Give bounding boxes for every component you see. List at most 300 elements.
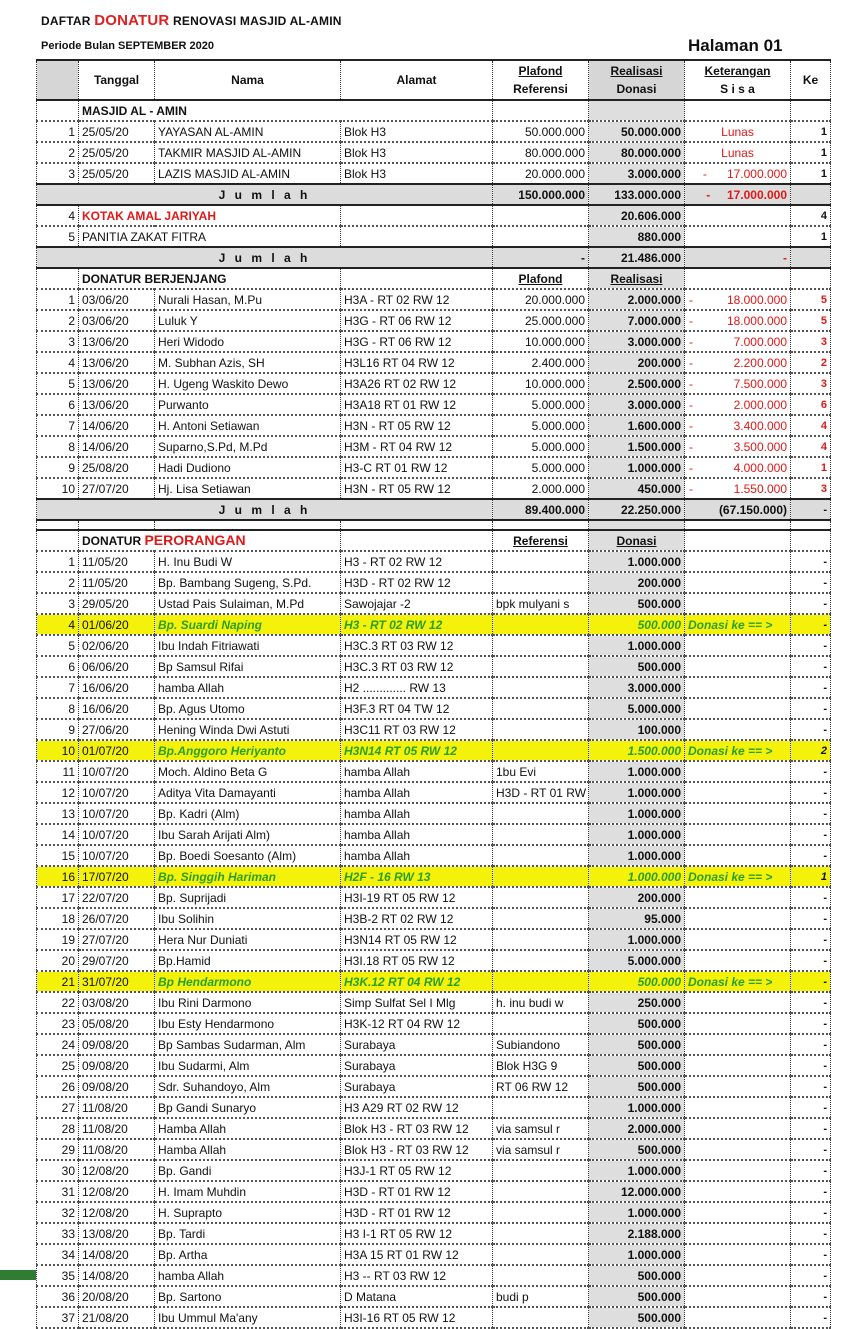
row-date: 14/08/20 xyxy=(79,1244,155,1265)
row-name: Bp. Boedi Soesanto (Alm) xyxy=(155,845,341,866)
row-number: 1 xyxy=(37,121,79,142)
row-keterangan xyxy=(685,1139,791,1160)
table-row xyxy=(37,1013,831,1034)
row-keterangan: Donasi ke == > xyxy=(685,866,791,887)
row-realisasi: 7.000.000 xyxy=(589,310,685,331)
row-date: 09/08/20 xyxy=(79,1055,155,1076)
sisa-value: 18.000.000 xyxy=(726,293,787,307)
row-date: 09/08/20 xyxy=(79,1034,155,1055)
table-row xyxy=(37,1160,831,1181)
row-date: 02/06/20 xyxy=(79,635,155,656)
row-address: hamba Allah xyxy=(341,803,493,824)
cell-empty xyxy=(493,226,589,247)
cell-empty xyxy=(685,226,791,247)
row-sisa xyxy=(685,289,791,310)
row-number: 31 xyxy=(37,1181,79,1202)
row-address: H3L16 RT 04 RW 12 xyxy=(341,352,493,373)
total-label: J u m l a h xyxy=(37,184,493,205)
row-referensi xyxy=(493,1097,589,1118)
row-ke: - xyxy=(791,551,831,572)
row-name: hamba Allah xyxy=(155,677,341,698)
col-tanggal: Tanggal xyxy=(79,60,155,100)
table-row xyxy=(37,289,831,310)
row-donasi: 500.000 xyxy=(589,1034,685,1055)
row-keterangan xyxy=(685,992,791,1013)
row-date: 14/08/20 xyxy=(79,1265,155,1286)
row-number: 19 xyxy=(37,929,79,950)
row-address: H3N - RT 05 RW 12 xyxy=(341,415,493,436)
row-date: 12/08/20 xyxy=(79,1181,155,1202)
table-row xyxy=(37,1286,831,1307)
row-referensi xyxy=(493,677,589,698)
row-referensi xyxy=(493,656,589,677)
sisa-dash: - xyxy=(689,335,693,349)
row-realisasi: 2.000.000 xyxy=(589,289,685,310)
table-row xyxy=(37,205,831,226)
row-donasi: 500.000 xyxy=(589,1265,685,1286)
row-plafond: 50.000.000 xyxy=(493,121,589,142)
total-realisasi: 133.000.000 xyxy=(589,184,685,205)
row-name: Ibu Solihin xyxy=(155,908,341,929)
row-number: 5 xyxy=(37,373,79,394)
table-row xyxy=(37,1244,831,1265)
cell-empty xyxy=(37,530,79,551)
row-keterangan xyxy=(685,572,791,593)
row-keterangan xyxy=(685,803,791,824)
row-plafond: 80.000.000 xyxy=(493,142,589,163)
total-sisa: - xyxy=(685,247,791,268)
row-name: Bp Gandi Sunaryo xyxy=(155,1097,341,1118)
sisa-value: 17.000.000 xyxy=(726,188,787,202)
row-ke: - xyxy=(791,992,831,1013)
row-name: Ibu Indah Fitriawati xyxy=(155,635,341,656)
row-name: Ibu Sudarmi, Alm xyxy=(155,1055,341,1076)
row-donasi: 1.000.000 xyxy=(589,551,685,572)
row-number: 9 xyxy=(37,457,79,478)
total-label: J u m l a h xyxy=(37,499,493,520)
row-donasi: 500.000 xyxy=(589,1286,685,1307)
row-address: H3C11 RT 03 RW 12 xyxy=(341,719,493,740)
row-number: 9 xyxy=(37,719,79,740)
table-row xyxy=(37,1034,831,1055)
row-ke: - xyxy=(791,719,831,740)
row-number: 12 xyxy=(37,782,79,803)
row-ke: 5 xyxy=(791,289,831,310)
sisa-value: 2.000.000 xyxy=(733,398,787,412)
row-referensi xyxy=(493,1307,589,1328)
section-title-b: PERORANGAN xyxy=(144,532,246,548)
section-header xyxy=(37,268,831,289)
row-ke: 3 xyxy=(791,478,831,499)
table-row xyxy=(37,352,831,373)
row-address: H3M - RT 04 RW 12 xyxy=(341,436,493,457)
row-ke: 3 xyxy=(791,373,831,394)
row-number: 36 xyxy=(37,1286,79,1307)
row-keterangan xyxy=(685,719,791,740)
row-address: Blok H3 xyxy=(341,121,493,142)
total-plafond: - xyxy=(493,247,589,268)
row-name: Bp.Hamid xyxy=(155,950,341,971)
row-ke: - xyxy=(791,824,831,845)
row-name: Ibu Rini Darmono xyxy=(155,992,341,1013)
row-date: 14/06/20 xyxy=(79,415,155,436)
row-ke: 5 xyxy=(791,310,831,331)
table-row xyxy=(37,121,831,142)
row-name: Ustad Pais Sulaiman, M.Pd xyxy=(155,593,341,614)
row-donasi: 1.000.000 xyxy=(589,635,685,656)
table-row xyxy=(37,415,831,436)
cell-empty xyxy=(341,268,493,289)
row-name: Bp. Gandi xyxy=(155,1160,341,1181)
row-referensi xyxy=(493,1265,589,1286)
row-date: 01/06/20 xyxy=(79,614,155,635)
row-ke: - xyxy=(791,1118,831,1139)
row-address: H3G - RT 06 RW 12 xyxy=(341,331,493,352)
table-row xyxy=(37,635,831,656)
row-number: 4 xyxy=(37,352,79,373)
cell-empty xyxy=(493,520,589,530)
table-row xyxy=(37,740,831,761)
row-referensi: Subiandono xyxy=(493,1034,589,1055)
row-referensi: 1bu Evi xyxy=(493,761,589,782)
row-keterangan xyxy=(685,908,791,929)
row-plafond: 10.000.000 xyxy=(493,373,589,394)
row-ke: - xyxy=(791,908,831,929)
row-number: 20 xyxy=(37,950,79,971)
title-suffix: RENOVASI MASJID AL-AMIN xyxy=(173,14,342,28)
row-donasi: 500.000 xyxy=(589,1139,685,1160)
row-address: H3A18 RT 01 RW 12 xyxy=(341,394,493,415)
row-number: 3 xyxy=(37,331,79,352)
header-row xyxy=(37,60,831,100)
row-date: 25/05/20 xyxy=(79,121,155,142)
table-row xyxy=(37,824,831,845)
row-referensi: via samsul r xyxy=(493,1118,589,1139)
row-donasi: 200.000 xyxy=(589,887,685,908)
row-ke: - xyxy=(791,1286,831,1307)
row-keterangan xyxy=(685,782,791,803)
row-address: H3A - RT 02 RW 12 xyxy=(341,289,493,310)
sisa-dash: - xyxy=(706,188,711,202)
table-row xyxy=(37,593,831,614)
row-ke: - xyxy=(791,677,831,698)
row-referensi xyxy=(493,866,589,887)
sisa-dash: - xyxy=(689,440,693,454)
total-realisasi: 22.250.000 xyxy=(589,499,685,520)
row-ke: - xyxy=(791,887,831,908)
sisa-dash: - xyxy=(689,398,693,412)
cell-empty xyxy=(37,520,79,530)
row-address: H3A 15 RT 01 RW 12 xyxy=(341,1244,493,1265)
row-date: 13/06/20 xyxy=(79,394,155,415)
row-name: Aditya Vita Damayanti xyxy=(155,782,341,803)
row-plafond: 5.000.000 xyxy=(493,436,589,457)
row-keterangan xyxy=(685,677,791,698)
row-number: 22 xyxy=(37,992,79,1013)
row-address: hamba Allah xyxy=(341,845,493,866)
table-row xyxy=(37,226,831,247)
row-referensi xyxy=(493,845,589,866)
row-name: Hadi Dudiono xyxy=(155,457,341,478)
row-date: 06/06/20 xyxy=(79,656,155,677)
row-plafond: 20.000.000 xyxy=(493,163,589,184)
row-keterangan xyxy=(685,845,791,866)
cell-empty xyxy=(37,100,79,121)
row-address: Blok H3 - RT 03 RW 12 xyxy=(341,1139,493,1160)
sisa-dash: - xyxy=(689,419,693,433)
row-donasi: 5.000.000 xyxy=(589,950,685,971)
row-address: H3F.3 RT 04 TW 12 xyxy=(341,698,493,719)
row-referensi xyxy=(493,719,589,740)
row-number: 16 xyxy=(37,866,79,887)
row-number: 1 xyxy=(37,289,79,310)
row-name: hamba Allah xyxy=(155,1265,341,1286)
row-number: 24 xyxy=(37,1034,79,1055)
row-keterangan: Donasi ke == > xyxy=(685,971,791,992)
row-realisasi: 3.000.000 xyxy=(589,394,685,415)
row-keterangan xyxy=(685,142,791,163)
row-ke: 1 xyxy=(791,142,831,163)
table-row xyxy=(37,1055,831,1076)
row-realisasi: 200.000 xyxy=(589,352,685,373)
row-address: H3A26 RT 02 RW 12 xyxy=(341,373,493,394)
cell-empty xyxy=(341,530,493,551)
row-donasi: 1.000.000 xyxy=(589,782,685,803)
row-plafond: 25.000.000 xyxy=(493,310,589,331)
table-row xyxy=(37,698,831,719)
col-donasi-label: Donasi xyxy=(616,534,657,548)
row-address: D Matana xyxy=(341,1286,493,1307)
cell-empty xyxy=(685,100,791,121)
row-number: 10 xyxy=(37,478,79,499)
table-row xyxy=(37,1139,831,1160)
row-keterangan xyxy=(685,1223,791,1244)
row-date: 11/08/20 xyxy=(79,1097,155,1118)
row-ke: 1 xyxy=(791,121,831,142)
row-realisasi: 1.500.000 xyxy=(589,436,685,457)
row-donasi: 95.000 xyxy=(589,908,685,929)
row-realisasi: 50.000.000 xyxy=(589,121,685,142)
row-address: H3K-12 RT 04 RW 12 xyxy=(341,1013,493,1034)
donor-table xyxy=(36,59,831,1329)
row-date: 11/05/20 xyxy=(79,572,155,593)
row-ke: 1 xyxy=(791,226,831,247)
row-donasi: 500.000 xyxy=(589,1013,685,1034)
row-ke: - xyxy=(791,782,831,803)
row-ke: - xyxy=(791,572,831,593)
row-donasi: 1.500.000 xyxy=(589,740,685,761)
row-address: H3N - RT 05 RW 12 xyxy=(341,478,493,499)
table-row xyxy=(37,866,831,887)
row-keterangan xyxy=(685,1265,791,1286)
row-address: H3D - RT 02 RW 12 xyxy=(341,572,493,593)
sisa-value: 4.000.000 xyxy=(733,461,787,475)
row-sisa xyxy=(685,352,791,373)
row-keterangan xyxy=(685,929,791,950)
row-address: H3 -- RT 03 RW 12 xyxy=(341,1265,493,1286)
row-donasi: 250.000 xyxy=(589,992,685,1013)
row-date: 10/07/20 xyxy=(79,803,155,824)
row-number: 25 xyxy=(37,1055,79,1076)
col-ke: Ke xyxy=(791,60,831,100)
row-date: 03/06/20 xyxy=(79,289,155,310)
row-name: Nurali Hasan, M.Pu xyxy=(155,289,341,310)
row-keterangan xyxy=(685,551,791,572)
row-number: 2 xyxy=(37,572,79,593)
row-ke: 3 xyxy=(791,331,831,352)
row-name: Ibu Esty Hendarmono xyxy=(155,1013,341,1034)
row-number: 32 xyxy=(37,1202,79,1223)
sisa-value: 2.200.000 xyxy=(733,356,787,370)
row-name: LAZIS MASJID AL-AMIN xyxy=(155,163,341,184)
row-date: 01/07/20 xyxy=(79,740,155,761)
row-address: Blok H3 - RT 03 RW 12 xyxy=(341,1118,493,1139)
row-sisa xyxy=(685,331,791,352)
row-ke: 4 xyxy=(791,436,831,457)
row-donasi: 1.000.000 xyxy=(589,1097,685,1118)
row-realisasi: 1.600.000 xyxy=(589,415,685,436)
row-referensi xyxy=(493,572,589,593)
cell-empty xyxy=(589,100,685,121)
keterangan-text: Lunas xyxy=(721,146,754,160)
row-referensi xyxy=(493,887,589,908)
row-number: 33 xyxy=(37,1223,79,1244)
table-row xyxy=(37,1076,831,1097)
row-sisa xyxy=(685,436,791,457)
row-ke: - xyxy=(791,929,831,950)
row-ke: - xyxy=(791,1097,831,1118)
row-referensi xyxy=(493,824,589,845)
sisa-value: 7.500.000 xyxy=(733,377,787,391)
row-date: 10/07/20 xyxy=(79,761,155,782)
row-name: Bp Hendarmono xyxy=(155,971,341,992)
sisa-dash: - xyxy=(689,482,693,496)
row-address: H3I-16 RT 05 RW 12 xyxy=(341,1307,493,1328)
row-name: H. Ugeng Waskito Dewo xyxy=(155,373,341,394)
table-row xyxy=(37,992,831,1013)
row-keterangan xyxy=(685,1244,791,1265)
row-ke: - xyxy=(791,1160,831,1181)
row-realisasi: 880.000 xyxy=(589,226,685,247)
table-row xyxy=(37,163,831,184)
row-name: M. Subhan Azis, SH xyxy=(155,352,341,373)
row-number: 7 xyxy=(37,415,79,436)
row-ke: 2 xyxy=(791,352,831,373)
row-number: 34 xyxy=(37,1244,79,1265)
row-date: 27/06/20 xyxy=(79,719,155,740)
row-sisa xyxy=(685,310,791,331)
table-row xyxy=(37,782,831,803)
row-plafond: 20.000.000 xyxy=(493,289,589,310)
sisa-dash: - xyxy=(689,314,693,328)
row-name: Bp. Suardi Naping xyxy=(155,614,341,635)
row-sisa xyxy=(685,394,791,415)
row-number: 11 xyxy=(37,761,79,782)
row-name: Hera Nur Duniati xyxy=(155,929,341,950)
row-date: 27/07/20 xyxy=(79,478,155,499)
table-row xyxy=(37,887,831,908)
section-title-a: DONATUR xyxy=(82,534,142,548)
row-date: 12/08/20 xyxy=(79,1160,155,1181)
section-header xyxy=(37,100,831,121)
row-address: H3-C RT 01 RW 12 xyxy=(341,457,493,478)
row-ke: - xyxy=(791,971,831,992)
row-sisa xyxy=(685,373,791,394)
period-label: Periode Bulan SEPTEMBER 2020 xyxy=(41,40,214,52)
cell-empty xyxy=(79,520,155,530)
row-plafond: 2.000.000 xyxy=(493,478,589,499)
cell-empty xyxy=(791,100,831,121)
section-header xyxy=(37,530,831,551)
row-date: 13/06/20 xyxy=(79,373,155,394)
cell-empty xyxy=(685,268,791,289)
title-highlight: DONATUR xyxy=(94,12,170,29)
row-name: Hening Winda Dwi Astuti xyxy=(155,719,341,740)
row-realisasi: 20.606.000 xyxy=(589,205,685,226)
row-donasi: 1.000.000 xyxy=(589,929,685,950)
row-referensi: Blok H3G 9 xyxy=(493,1055,589,1076)
total-sisa xyxy=(685,184,791,205)
row-referensi: budi p xyxy=(493,1286,589,1307)
row-ke: 1 xyxy=(791,866,831,887)
col-keterangan-line1: Keterangan xyxy=(704,64,771,78)
row-date: 29/05/20 xyxy=(79,593,155,614)
row-number: 21 xyxy=(37,971,79,992)
row-ke: - xyxy=(791,1223,831,1244)
row-plafond: 10.000.000 xyxy=(493,331,589,352)
row-name: Luluk Y xyxy=(155,310,341,331)
row-keterangan xyxy=(685,1118,791,1139)
row-date: 16/06/20 xyxy=(79,677,155,698)
row-address: H3 A29 RT 02 RW 12 xyxy=(341,1097,493,1118)
row-referensi xyxy=(493,698,589,719)
row-sisa xyxy=(685,478,791,499)
table-row xyxy=(37,929,831,950)
row-referensi xyxy=(493,908,589,929)
row-ke: - xyxy=(791,845,831,866)
row-date: 03/06/20 xyxy=(79,310,155,331)
row-ke: 1 xyxy=(791,163,831,184)
row-keterangan xyxy=(685,887,791,908)
table-row xyxy=(37,971,831,992)
table-row xyxy=(37,845,831,866)
row-ke: - xyxy=(791,1202,831,1223)
total-ke: - xyxy=(791,499,831,520)
row-address: Sawojajar -2 xyxy=(341,593,493,614)
row-address: Surabaya xyxy=(341,1076,493,1097)
row-donasi: 1.000.000 xyxy=(589,866,685,887)
row-address: Blok H3 xyxy=(341,142,493,163)
row-referensi xyxy=(493,929,589,950)
row-referensi: RT 06 RW 12 xyxy=(493,1076,589,1097)
page-number: Halaman 01 xyxy=(688,36,783,55)
row-donasi: 5.000.000 xyxy=(589,698,685,719)
row-date: 25/05/20 xyxy=(79,163,155,184)
row-number: 2 xyxy=(37,310,79,331)
row-address: H3B-2 RT 02 RW 12 xyxy=(341,908,493,929)
row-keterangan xyxy=(685,635,791,656)
section-title: DONATUR BERJENJANG xyxy=(79,268,341,289)
row-keterangan xyxy=(685,163,791,184)
row-name: Bp. Singgih Hariman xyxy=(155,866,341,887)
cell-empty xyxy=(589,520,685,530)
row-number: 6 xyxy=(37,394,79,415)
row-address: H3 - RT 02 RW 12 xyxy=(341,614,493,635)
row-donasi: 1.000.000 xyxy=(589,803,685,824)
table-row xyxy=(37,373,831,394)
row-number: 3 xyxy=(37,163,79,184)
table-row xyxy=(37,677,831,698)
